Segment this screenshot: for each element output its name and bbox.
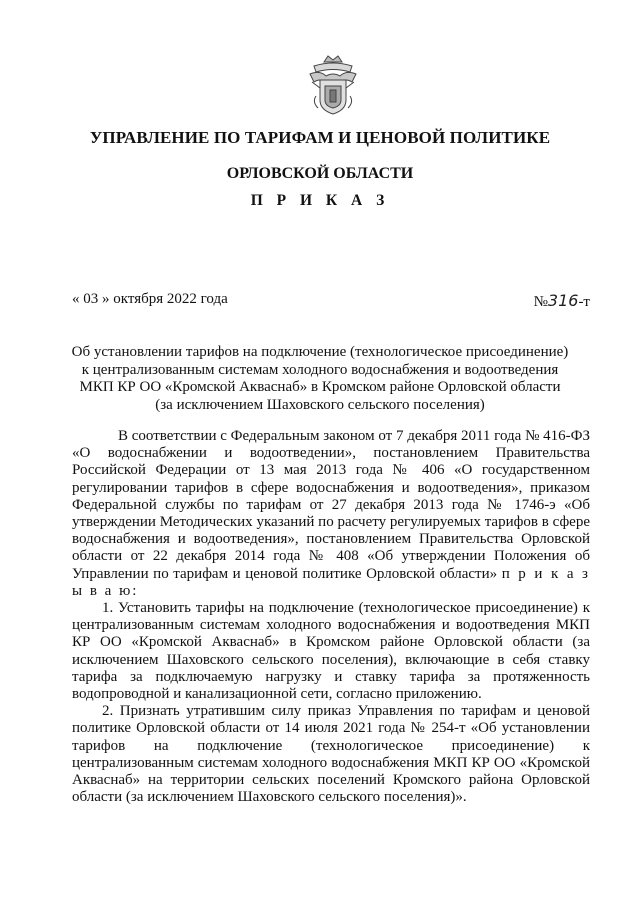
coat-of-arms-icon xyxy=(306,52,360,116)
region-title: ОРЛОВСКОЙ ОБЛАСТИ xyxy=(226,165,414,182)
order-body xyxy=(72,428,590,806)
date-number-row xyxy=(72,291,590,311)
agency-title: УПРАВЛЕНИЕ ПО ТАРИФАМ И ЦЕНОВОЙ ПОЛИТИКЕ xyxy=(89,128,551,147)
subject-line: (за исключением Шаховского сельского поселения) xyxy=(155,396,485,413)
order-subject xyxy=(0,344,640,414)
preamble-text: В соответствии с Федеральным законом от 7 декабря 2011 года № 416-ФЗ «О водоснабжении и водоотведении», постановлением Правительства Российской Федерации от 13 мая 2013 года № 406 «О государственном регулировании тарифов в сфере водоснабжения и водоотведения», приказом Федеральной службы по тарифам от 27 декабря 2013 года № 1746-э «Об утверждении Методических указаний по расчету регулируемых тарифов в сфере водоснабжения и водоотведения», постановлением Правительства Орловской области от 22 декабря 2014 года № 408 «Об утверждении Положения об Управлении по тарифам и ценовой политике Орловской области» xyxy=(72,428,590,582)
handwritten-number: 316 xyxy=(547,291,579,310)
number-sign: № xyxy=(533,294,548,310)
subject-line: Об установлении тарифов на подключение (технологическое присоединение) xyxy=(71,344,569,360)
preamble-paragraph xyxy=(72,428,590,600)
preamble-verb: п р и к а з ы в а ю: xyxy=(72,565,590,599)
order-date: « 03 » октября 2022 года xyxy=(72,291,228,307)
item-2-paragraph: 2. Признать утратившим силу приказ Управления по тарифам и ценовой политике Орловской области от 14 июля 2021 года № 254-т «Об установлении тарифов на подключение (технологическое присоединение) к централизованным системам холодного водоснабжения МКП КР ОО «Кромской Акваснаб» на территории сельских поселений Кромского района Орловской области (за исключением Шаховского сельского поселения)». xyxy=(72,703,590,806)
number-suffix: -т xyxy=(578,294,590,310)
subject-line: к централизованным системам холодного водоснабжения и водоотведения xyxy=(81,361,559,378)
subject-line: МКП КР ОО «Кромской Акваснаб» в Кромском районе Орловской области xyxy=(79,379,561,395)
item-1-paragraph: 1. Установить тарифы на подключение (технологическое присоединение) к централизованным системам холодного водоснабжения и водоотведения МКП КР ОО «Кромской Акваснаб» в Кромском районе Орловской области (за исключением Шаховского сельского поселения), включающие в себя ставку тарифа за подключаемую нагрузку и ставку тарифа за протяженность водопроводной и канализационной сети, согласно приложению. xyxy=(72,600,590,703)
order-number xyxy=(534,291,590,311)
document-type-title: П Р И К А З xyxy=(250,192,390,209)
